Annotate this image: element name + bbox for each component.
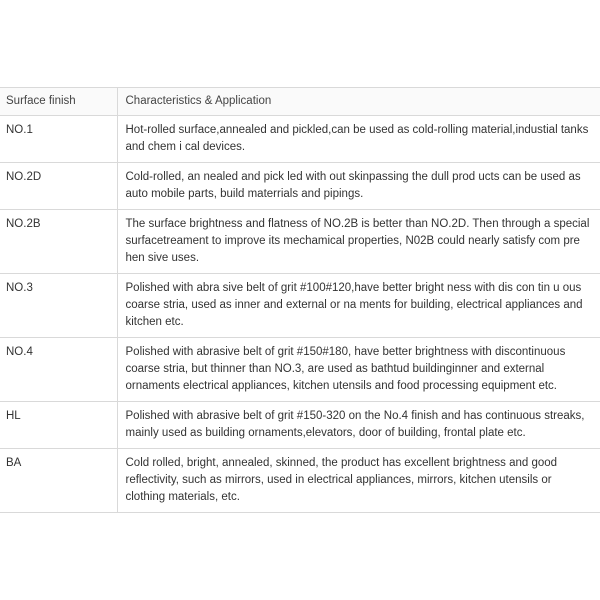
table-row [0, 449, 600, 513]
description-cell: Polished with abra sive belt of grit #100#120,have better bright ness with dis con tin u ous coarse stria, used as inner and external or na ments for building, electrical appliances and kitchen etc. [117, 274, 600, 338]
table-row [0, 116, 600, 163]
finish-cell: NO.3 [0, 274, 117, 338]
description-cell: Cold-rolled, an nealed and pick led with out skinpassing the dull prod ucts can be used as auto mobile parts, build materrials and pipings. [117, 163, 600, 210]
table-row [0, 163, 600, 210]
description-cell: Hot-rolled surface,annealed and pickled,can be used as cold-rolling material,industial tanks and chem i cal devices. [117, 116, 600, 163]
table-row [0, 274, 600, 338]
table-row [0, 210, 600, 274]
finish-cell: HL [0, 402, 117, 449]
header-surface-finish: Surface finish [0, 88, 117, 116]
surface-finish-table [0, 87, 600, 513]
description-cell: The surface brightness and flatness of NO.2B is better than NO.2D. Then through a special surfacetreament to improve its mechamical properties, N02B could nearly satisfy com pre hen sive uses. [117, 210, 600, 274]
description-cell: Cold rolled, bright, annealed, skinned, the product has excellent brightness and good reflectivity, such as mirrors, used in electrical appliances, mirrors, kitchen utensils or clothing materials, etc. [117, 449, 600, 513]
description-cell: Polished with abrasive belt of grit #150-320 on the No.4 finish and has continuous streaks, mainly used as building ornaments,elevators, door of building, frontal plate etc. [117, 402, 600, 449]
header-characteristics: Characteristics & Application [117, 88, 600, 116]
finish-cell: BA [0, 449, 117, 513]
table-header-row [0, 88, 600, 116]
finish-cell: NO.2B [0, 210, 117, 274]
finish-cell: NO.1 [0, 116, 117, 163]
description-cell: Polished with abrasive belt of grit #150#180, have better brightness with discontinuous coarse stria, but thinner than NO.3, are used as bathtud buildinginner and external ornaments electrical appliances, kitchen utensils and food processing equipment etc. [117, 338, 600, 402]
finish-cell: NO.4 [0, 338, 117, 402]
table-row [0, 338, 600, 402]
finish-cell: NO.2D [0, 163, 117, 210]
surface-finish-table-container [0, 87, 600, 513]
table-row [0, 402, 600, 449]
